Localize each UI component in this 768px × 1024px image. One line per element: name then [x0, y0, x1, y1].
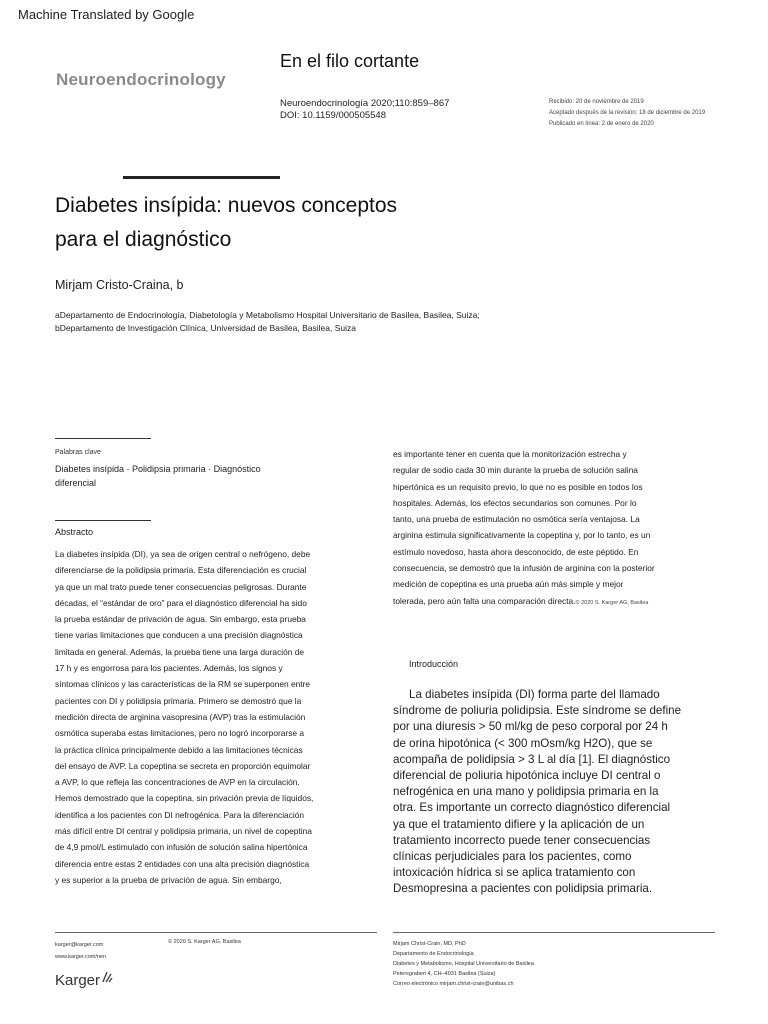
abstract-line: Hemos demostrado que la copeptina, sin privación previa de líquidos,: [55, 793, 314, 804]
correspondence-block: [393, 939, 534, 989]
abstract-line: tanto, una prueba de estimulación no osmótica sería ventajosa. La: [393, 514, 640, 525]
abstract-line: limitada en general. Además, la prueba tiene una larga duración de: [55, 646, 305, 657]
abstract-line: pacientes con DI y polidipsia primaria. Primero se demostró que la: [55, 695, 302, 706]
abstract-line: 17 h y es engorrosa para los pacientes. Además, los signos y: [55, 663, 283, 674]
abstract-line: y es superior a la prueba de privación de agua. Sin embargo,: [55, 874, 282, 885]
abstract-line: medición de copeptina es una prueba aún más simple y mejor: [393, 579, 624, 590]
keywords-text: [55, 462, 310, 490]
section-title: En el filo cortante: [280, 51, 420, 71]
author-name: Mirjam Cristo-Craina, b: [55, 278, 184, 292]
intro-line: de orina hipotónica (< 300 mOsm/kg H2O), que se: [393, 736, 653, 750]
abstract-line: la práctica clínica principalmente debido a las limitaciones técnicas: [55, 744, 303, 755]
abstract-line: tolerada, pero aún falta una comparación directa.: [393, 595, 576, 606]
abstract-line: es importante tener en cuenta que la monitorización estrecha y: [393, 449, 627, 459]
keywords-line: Diabetes insípida · Polidipsia primaria · Diagnóstico: [55, 464, 261, 474]
footer-website-link[interactable]: www.karger.com/nen: [55, 954, 107, 960]
abstract-line: medición directa de arginina vasopresina (AVP) tras la estimulación: [55, 711, 306, 722]
abstract-last-line: [393, 593, 715, 611]
published-date: Publicado en línea: 2 de enero de 2020: [549, 121, 654, 127]
introduction-heading: Introducción: [409, 659, 459, 669]
footer-email-link[interactable]: karger@karger.com: [55, 942, 104, 948]
intro-line: síndrome de poliuria polidipsia. Este síndrome se define: [393, 704, 682, 718]
title-rule: [123, 176, 280, 179]
introduction-body: [393, 687, 723, 898]
abstract-line: del ensayo de AVP. La copeptina se secreta en proporción equimolar: [55, 760, 311, 771]
abstract-body: [55, 546, 377, 888]
machine-translation-banner: Machine Translated by Google: [18, 7, 195, 22]
intro-line: diferencial de poliuria hipotónica incluye DI central o: [393, 769, 661, 783]
abstract-line: diferenciarse de la polidipsia primaria. Esta diferenciación es crucial: [55, 565, 307, 576]
received-date: Recibido: 20 de noviembre de 2019: [549, 99, 644, 105]
footer-rule-left: [55, 932, 377, 933]
abstract-line: estímulo novedoso, hasta ahora desconocido, de este péptido. En: [393, 546, 639, 557]
title-line: Diabetes insípida: nuevos conceptos: [55, 194, 398, 217]
abstract-line: décadas, el “estándar de oro” para el diagnóstico diferencial ha sido: [55, 597, 307, 608]
abstract-line: consecuencia, se demostró que la infusión de arginina con la posterior: [393, 563, 655, 574]
abstract-line: hospitales. Además, los efectos secundarios son comunes. Por lo: [393, 497, 637, 508]
publication-dates: [549, 97, 705, 130]
abstract-line: ya que un mal trato puede tener consecuencias peligrosas. Durante: [55, 581, 307, 592]
intro-line: Desmopresina a pacientes con polidipsia primaria.: [393, 882, 653, 896]
affiliations: [55, 309, 480, 335]
abstract-line: diferencia entre estas 2 entidades con una alta precisión diagnóstica: [55, 858, 310, 869]
karger-logo: [55, 972, 113, 989]
contact-hospital: Diabetes y Metabolismo, Hospital Universitario de Basilea: [393, 961, 534, 967]
intro-first-line: [393, 687, 723, 703]
article-title: [55, 189, 555, 257]
abstract-line: más difícil entre DI central y polidipsia primaria, un nivel de copeptina: [55, 826, 312, 837]
intro-line: La diabetes insípida (DI) forma parte del llamado: [409, 688, 660, 701]
contact-department: Departamento de Endocrinología: [393, 951, 474, 957]
abstract-line: síntomas clínicos y las características de la RM se superponen entre: [55, 679, 311, 690]
intro-line: tratamiento incorrecto puede tener consecuencias: [393, 833, 651, 847]
abstract-heading: Abstracto: [55, 527, 94, 537]
abstract-continued: [393, 446, 715, 611]
abstract-line: la prueba estándar de privación de agua. Sin embargo, esta prueba: [55, 614, 306, 625]
intro-line: ya que el tratamiento difiere y la aplicación de un: [393, 817, 645, 831]
abstract-line: de 4,9 pmol/L estimulado con infusión de solución salina hipertónica: [55, 842, 308, 853]
intro-line: acompaña de polidipsia > 3 L al día [1]. El diagnóstico: [393, 752, 671, 766]
abstract-line: regular de sodio cada 30 min durante la prueba de solución salina: [393, 465, 638, 476]
contact-address: Petersgraben 4, CH–4031 Basilea (Suiza): [393, 971, 496, 977]
abstract-line: osmótica superaba estas limitaciones, pero no logró incorporarse a: [55, 728, 305, 739]
journal-name: Neuroendocrinology: [56, 70, 226, 89]
title-line: para el diagnóstico: [55, 228, 232, 251]
abstract-line: identifica a los pacientes con DI nefrogénica. Para la diferenciación: [55, 809, 305, 820]
abstract-line: arginina estimula significativamente la copeptina y, por lo tanto, es un: [393, 530, 651, 541]
intro-line: intoxicación hídrica si se aplica tratamiento con: [393, 866, 636, 880]
intro-line: otra. Es importante un correcto diagnóstico diferencial: [393, 801, 671, 815]
abstract-line: a AVP, lo que refleja las concentraciones de AVP en la circulación.: [55, 777, 300, 788]
abstract-line: La diabetes insípida (DI), ya sea de origen central o nefrógeno, debe: [55, 549, 311, 559]
footer-rule-right: [393, 932, 715, 933]
keywords-heading: Palabras clave: [55, 449, 101, 456]
contact-name: Mirjam Christ-Crain, MD, PhD: [393, 941, 466, 947]
doi-line: DOI: 10.1159/000505548: [280, 110, 386, 121]
footer-copyright: © 2020 S. Karger AG, Basilea: [168, 939, 241, 945]
contact-email[interactable]: Correo electrónico mirjam.christ-crain@unibas.ch: [393, 981, 514, 987]
citation-line: Neuroendocrinología 2020;110:859–867: [280, 98, 450, 109]
accepted-date: Aceptado después de la revisión: 18 de diciembre de 2019: [549, 110, 706, 116]
intro-line: por una diuresis > 50 ml/kg de peso corporal por 24 h: [393, 720, 668, 734]
intro-line: nefrogénica en una mano y polidipsia primaria en la: [393, 785, 659, 799]
keywords-line: diferencial: [55, 478, 97, 488]
abstract-line: hipertónica es un requisito previo, lo que no es posible en todos los: [393, 481, 643, 492]
abstract-copyright: © 2020 S. Karger AG, Basilea: [575, 599, 649, 606]
abstract-rule: [55, 520, 151, 521]
abstract-line: tiene varias limitaciones que conducen a una precisión diagnóstica: [55, 630, 303, 641]
intro-line: clínicas perjudiciales para los pacientes, como: [393, 850, 632, 864]
footer-links: [55, 939, 106, 963]
affiliation-b: bDepartamento de Investigación Clínica, Universidad de Basilea, Basilea, Suiza: [55, 323, 356, 333]
karger-logo-icon: [101, 970, 113, 984]
karger-logo-text: Karger: [55, 972, 101, 989]
affiliation-a: aDepartamento de Endocrinología, Diabetología y Metabolismo Hospital Universitario de Basilea, Basilea, Suiza;: [55, 310, 480, 320]
keywords-rule: [55, 438, 151, 439]
citation-block: [280, 98, 449, 122]
